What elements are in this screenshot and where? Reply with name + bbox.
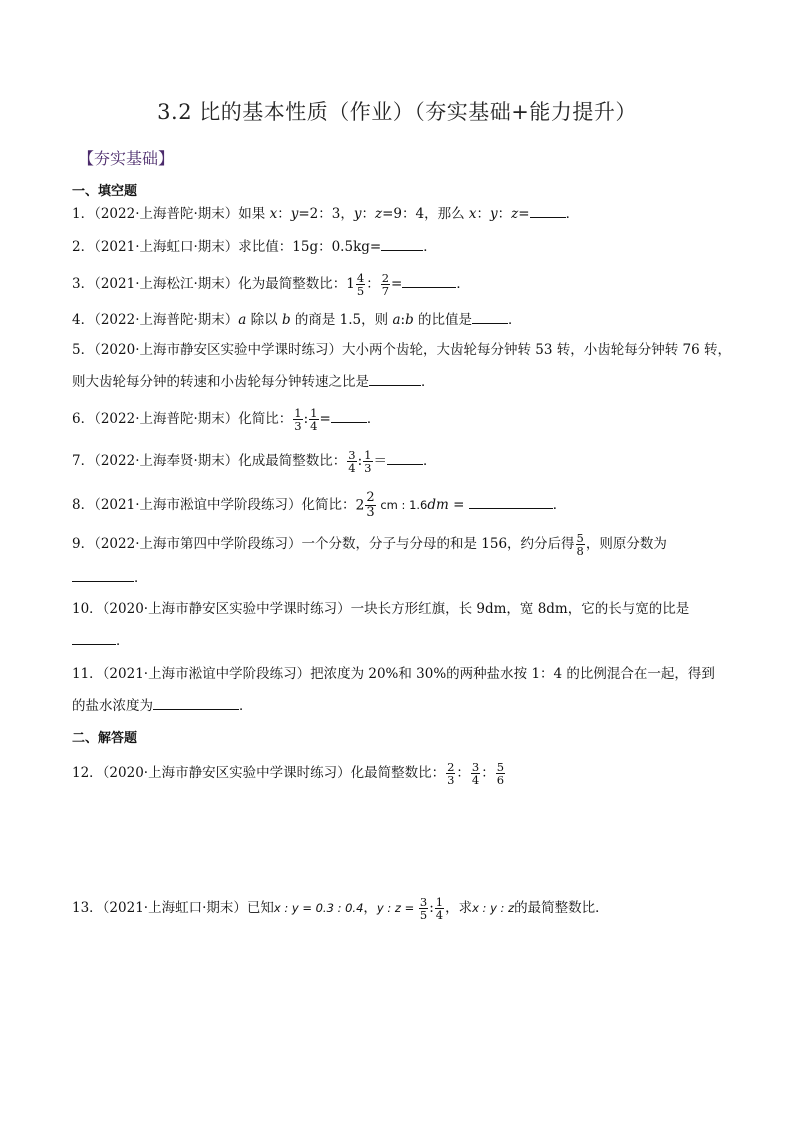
question-6: 6．（2022·上海普陀·期末）化简比： $\frac{1}{3}$ : $\frac{1}{4}$ = ． [72,406,381,433]
fraction: $\frac{5}{6}$ [496,760,505,787]
question-3: 3．（2021·上海松江·期末）化为最简整数比：1 $\frac{4}{5}$ ： $\frac{2}{7}$ = ． [72,271,470,298]
answer-blank[interactable] [331,408,367,423]
fraction: $\frac{2}{7}$ [381,271,390,298]
page-title: 3.2 比的基本性质（作业）（夯实基础+能力提升） [157,100,637,124]
question-10: 10．（2020·上海市静安区实验中学课时练习）一块长方形红旗，长 9dm，宽 8dm，它的长与宽的比是 [72,601,690,617]
fraction: $\frac{3}{4}$ [348,448,356,475]
question-8: 8．（2021·上海市淞谊中学阶段练习）化简比：2 $\frac{2}{3}$ cm : 1.6dm = ． [72,490,567,520]
fraction: $\frac{1}{3}$ [294,406,302,433]
question-5-line-2: 则大齿轮每分钟的转速和小齿轮每分钟转速之比是 ． [72,371,435,392]
answer-blank[interactable] [387,450,423,465]
section-heading: 【夯实基础】 [78,149,175,168]
fraction: $\frac{1}{4}$ [435,895,444,922]
answer-blank[interactable] [72,567,134,582]
answer-blank[interactable] [402,273,456,288]
fraction: $\frac{4}{5}$ [356,271,365,298]
answer-blank[interactable] [72,630,116,645]
fraction: $\frac{2}{3}$ [366,490,375,520]
question-12: 12．（2020·上海市静安区实验中学课时练习）化最简整数比： $\frac{2}{3}$ ： $\frac{3}{4}$ ： $\frac{5}{6}$ [72,760,505,787]
question-7: 7．（2022·上海奉贤·期末）化成最简整数比： $\frac{3}{4}$ : $\frac{1}{3}$ ＝ ． [72,448,437,475]
category-answer: 二、解答题 [72,731,138,746]
question-2: 2．（2021·上海虹口·期末）求比值：15g：0.5kg= ． [72,236,437,257]
fraction: $\frac{3}{4}$ [471,760,480,787]
answer-blank[interactable] [369,371,421,386]
question-9: 9．（2022·上海市第四中学阶段练习）一个分数，分子与分母的和是 156，约分后得 $\frac{5}{8}$ ，则原分数为 [72,531,667,558]
question-13: 13．（2021·上海虹口·期末）已知x : y = 0.3 : 0.4，y : z = $\frac{3}{5}$ : $\frac{1}{4}$ ，求x : y : z的最简整数比． [72,895,609,922]
question-5: 5．（2020·上海市静安区实验中学课时练习）大小两个齿轮，大齿轮每分钟转 53 转，小齿轮每分钟转 76 转， [72,342,732,358]
fraction: $\frac{3}{5}$ [419,895,428,922]
question-4: 4．（2022·上海普陀·期末）a 除以 b 的商是 1.5，则 a:b 的比值是 ． [72,309,522,330]
answer-blank[interactable] [153,695,239,710]
answer-blank[interactable] [381,236,423,251]
fraction: $\frac{5}{8}$ [576,531,584,558]
answer-blank[interactable] [530,203,566,218]
answer-blank[interactable] [469,494,553,509]
fraction: $\frac{1}{3}$ [364,448,372,475]
question-1: 1．（2022·上海普陀·期末）如果 x：y=2：3，y：z=9：4，那么 x：y：z= ． [72,203,579,224]
fraction: $\frac{2}{3}$ [447,760,455,787]
question-11: 11．（2021·上海市淞谊中学阶段练习）把浓度为 20%和 30%的两种盐水按 1：4 的比例混合在一起，得到 [72,666,715,682]
question-11-line-2: 的盐水浓度为 ． [72,695,253,716]
question-10-line-2: ． [72,630,130,651]
category-fill-in: 一、填空题 [72,184,138,199]
question-9-line-2: ． [72,567,148,588]
fraction: $\frac{1}{4}$ [310,406,318,433]
answer-blank[interactable] [472,309,508,324]
